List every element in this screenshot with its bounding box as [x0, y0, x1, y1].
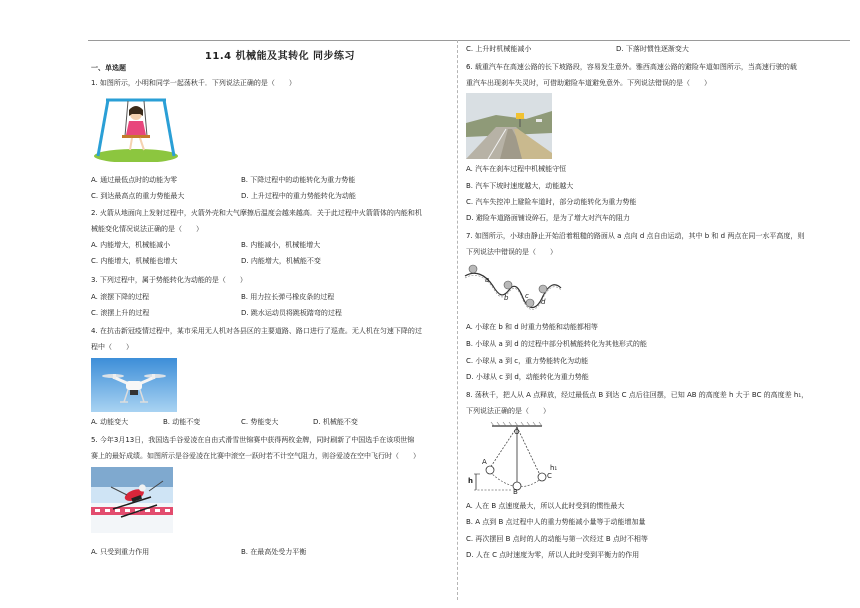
q6-stem-line1: 6. 载重汽车在高速公路的长下坡路段，容易发生意外。雅西高速公路的避险车道如图所示，当高速行驶的载: [466, 63, 797, 71]
q7-label-d: d: [541, 298, 546, 306]
page-title: 11.4 机械能及其转化 同步练习: [204, 51, 356, 62]
q5-option-b: B. 在最高处受力平衡: [241, 548, 307, 556]
swing-image: [92, 96, 180, 162]
pendulum-diagram: [462, 420, 562, 498]
q3-option-a: A. 滚摆下降的过程: [91, 293, 150, 301]
q4-option-b: B. 动能不变: [163, 418, 201, 426]
q5-stem-line1: 5. 今年3月13日，我国选手谷爱凌在自由式滑雪世锦赛中获得两枚金牌，同时刷新了中国选手在该项世锦: [91, 436, 415, 444]
q8-option-b: B. A 点到 B 点过程中人的重力势能减小量等于动能增加量: [466, 518, 646, 526]
q8-option-d: D. 人在 C 点时速度为零，所以人此时受到平衡力的作用: [466, 551, 640, 559]
q5-option-d: D. 下落时惯性逐渐变大: [616, 45, 689, 53]
q6-stem-line2: 重汽车出现刹车失灵时，可借助避险车道避免意外。下列说法错误的是（ ）: [466, 79, 711, 87]
q8-label-a: A: [482, 458, 487, 466]
q5-option-a: A. 只受到重力作用: [91, 548, 150, 556]
q2-option-c: C. 内能增大，机械能也增大: [91, 257, 178, 265]
q8-stem-line1: 8. 荡秋千，把人从 A 点释放，经过最低点 B 到达 C 点后往回摆，已知 AB 的高度差 h 大于 BC 的高度差 h₁，: [466, 391, 809, 399]
q8-label-h1: h₁: [550, 464, 558, 472]
q2-option-b: B. 内能减小，机械能增大: [241, 241, 321, 249]
q7-label-c: c: [525, 292, 529, 300]
q3-option-d: D. 跳水运动员将跳板踏弯的过程: [241, 309, 342, 317]
q8-option-c: C. 再次摆回 B 点时的人的动能与第一次经过 B 点时不相等: [466, 535, 648, 543]
q7-stem-line1: 7. 如图所示，小球由静止开始沿着粗糙的路面从 a 点向 d 点自由运动，其中 b 和 d 两点在同一水平高度，则: [466, 232, 805, 240]
q7-label-b: b: [504, 294, 509, 302]
q5-option-c: C. 上升时机械能减小: [466, 45, 532, 53]
q1-option-b: B. 下降过程中的动能转化为重力势能: [241, 176, 356, 184]
q4-option-c: C. 势能变大: [241, 418, 279, 426]
q6-option-a: A. 汽车在刹车过程中机械能守恒: [466, 165, 567, 173]
column-divider: [457, 40, 458, 600]
q7-stem-line2: 下列说法中错误的是（ ）: [466, 248, 557, 256]
header-rule: [88, 40, 850, 41]
q1-stem: 1. 如图所示，小明和同学一起荡秋千．下列说法正确的是（ ）: [91, 79, 296, 87]
q1-option-d: D. 上升过程中的重力势能转化为动能: [241, 192, 356, 200]
q7-option-a: A. 小球在 b 和 d 时重力势能和动能都相等: [466, 323, 598, 331]
q8-stem-line2: 下列说法正确的是（ ）: [466, 407, 550, 415]
q3-option-c: C. 滚摆上升的过程: [91, 309, 150, 317]
q2-stem-line1: 2. 火箭从地面向上发射过程中，火箭外壳和大气摩擦后温度会越来越高．关于此过程中火箭箭体的内能和机: [91, 209, 422, 217]
escape-lane-image: [466, 93, 552, 159]
q7-option-c: C. 小球从 a 到 c，重力势能转化为动能: [466, 357, 589, 365]
q6-option-b: B. 汽车下坡时速度越大，动能越大: [466, 182, 574, 190]
q2-stem-line2: 械能变化情况说法正确的是（ ）: [91, 225, 203, 233]
q5-stem-line2: 赛上的最好成绩。如图所示是谷爱凌在比赛中滚空一跃时若不计空气阻力，则谷爱凌在空中飞行时（ ）: [91, 452, 420, 460]
q2-option-d: D. 内能增大，机械能不变: [241, 257, 321, 265]
q7-option-b: B. 小球从 a 到 d 的过程中部分机械能转化为其他形式的能: [466, 340, 647, 348]
q4-stem-line1: 4. 在抗击新冠疫情过程中，某市采用无人机对各县区的主要道路、路口进行了巡查。无人机在匀速下降的过: [91, 327, 422, 335]
q4-option-d: D. 机械能不变: [313, 418, 358, 426]
q8-label-o: O: [514, 428, 520, 436]
drone-image: [91, 358, 177, 412]
q3-stem: 3. 下列过程中，属于势能转化为动能的是（ ）: [91, 276, 247, 284]
q4-stem-line2: 程中（ ）: [91, 343, 133, 351]
q3-option-b: B. 用力拉长弹弓橡皮条的过程: [241, 293, 335, 301]
q6-option-d: D. 避险车道路面铺设碎石，是为了增大对汽车的阻力: [466, 214, 630, 222]
ball-track-diagram: [463, 262, 563, 314]
q1-option-c: C. 到达最高点的重力势能最大: [91, 192, 185, 200]
section-heading: 一、单选题: [91, 64, 126, 72]
q2-option-a: A. 内能增大，机械能减小: [91, 241, 171, 249]
q6-option-c: C. 汽车失控冲上避险车道时，部分动能转化为重力势能: [466, 198, 637, 206]
q8-label-b: B: [513, 488, 518, 496]
skier-image: [91, 467, 173, 533]
q7-option-d: D. 小球从 c 到 d，动能转化为重力势能: [466, 373, 589, 381]
q1-option-a: A. 通过最低点时的动能为零: [91, 176, 178, 184]
q8-label-h: h: [468, 477, 473, 485]
q8-option-a: A. 人在 B 点速度最大，所以人此时受到的惯性最大: [466, 502, 625, 510]
q8-label-c: C: [547, 472, 552, 480]
q4-option-a: A. 动能变大: [91, 418, 129, 426]
q7-label-a: a: [485, 276, 490, 284]
